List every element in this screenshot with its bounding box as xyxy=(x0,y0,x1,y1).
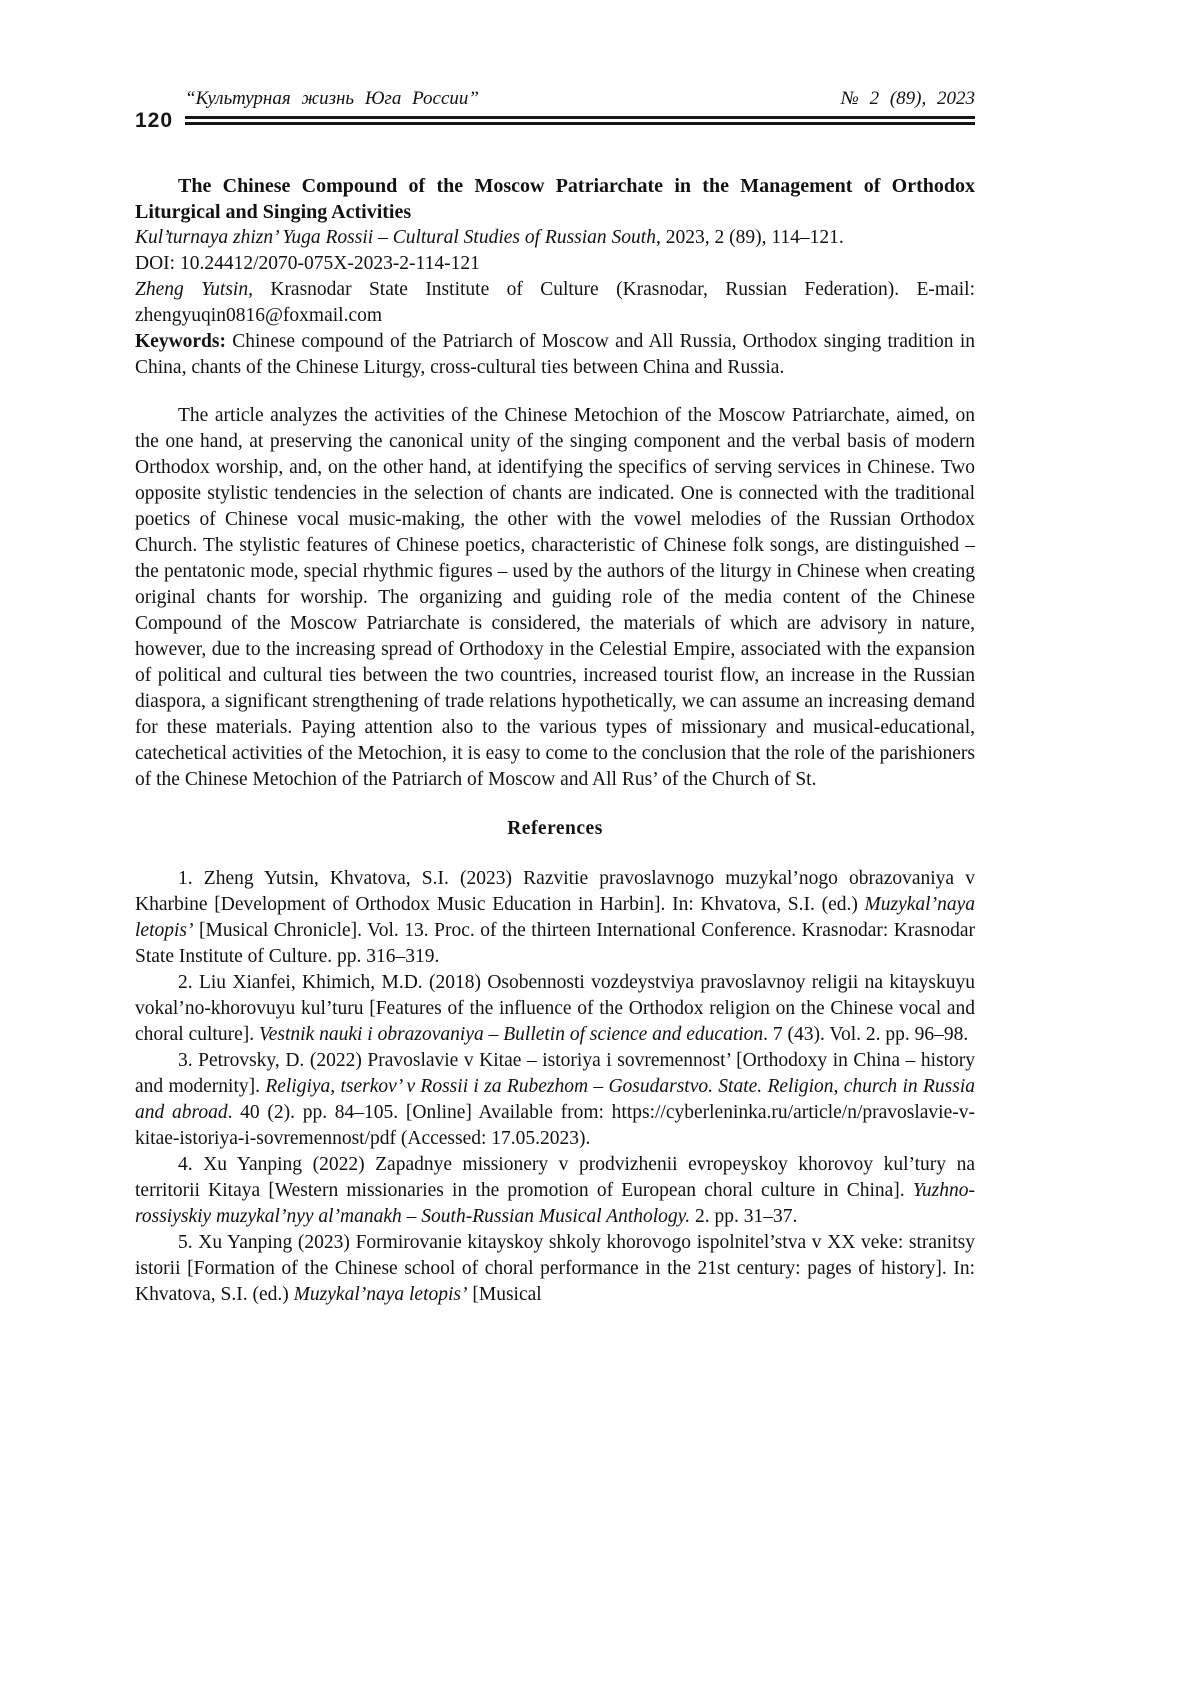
reference-item: 2. Liu Xianfei, Khimich, M.D. (2018) Osobennosti vozdeystviya pravoslavnoy religii na kitayskuyu vokal’no-khorovuyu kul’turu [Features of the influence of the Orthodox religion on the Chinese vocal and choral culture]. Vestnik nauki i obrazovaniya – Bulletin of science and education. 7 (43). Vol. 2. pp. 96–98. xyxy=(135,972,975,1045)
page-number: 120 xyxy=(135,109,174,132)
keywords-line: Keywords: Chinese compound of the Patriarch of Moscow and All Russia, Orthodox singing tradition in China, chants of the Chinese Liturgy, cross-cultural ties between China and Russia. xyxy=(135,331,975,378)
reference-item: 5. Xu Yanping (2023) Formirovanie kitayskoy shkoly khorovogo ispolnitel’stva v XX veke: stranitsy istorii [Formation of the Chinese school of choral performance in the 21st century: pages of history]. In: Khvatova, S.I. (ed.) Muzykal’naya letopis’ [Musical xyxy=(135,1232,975,1305)
running-head xyxy=(185,88,975,110)
reference-item: 1. Zheng Yutsin, Khvatova, S.I. (2023) Razvitie pravoslavnogo muzykal’nogo obrazovaniya v Kharbine [Development of Orthodox Music Education in Harbin]. In: Khvatova, S.I. (ed.) Muzykal’naya letopis’ [Musical Chronicle]. Vol. 13. Proc. of the thirteen International Conference. Krasnodar: Krasnodar State Institute of Culture. pp. 316–319. xyxy=(135,868,975,967)
doi-line: DOI: 10.24412/2070-075X-2023-2-114-121 xyxy=(135,253,480,274)
journal-title: “Культурная жизнь Юга России” xyxy=(185,88,479,109)
author-line: Zheng Yutsin, Krasnodar State Institute of Culture (Krasnodar, Russian Federation). E-mail: zhengyuqin0816@foxmail.com xyxy=(135,279,975,326)
citation-line: Kul’turnaya zhizn’ Yuga Rossii – Cultural Studies of Russian South, 2023, 2 (89), 114–121. xyxy=(135,227,844,248)
references-heading: References xyxy=(507,818,603,839)
abstract-paragraph: The article analyzes the activities of the Chinese Metochion of the Moscow Patriarchate, aimed, on the one hand, at preserving the canonical unity of the singing component and the verbal basis of modern Orthodox worship, and, on the other hand, at identifying the specifics of serving services in Chinese. Two opposite stylistic tendencies in the selection of chants are indicated. One is connected with the traditional poetics of Chinese vocal music-making, the other with the vowel melodies of the Russian Orthodox Church. The stylistic features of Chinese poetics, characteristic of Chinese folk songs, are distinguished – the pentatonic mode, special rhythmic figures – used by the authors of the liturgy in Chinese when creating original chants for worship. The organizing and guiding role of the media content of the Chinese Compound of the Moscow Patriarchate is considered, the materials of which are advisory in nature, however, due to the increasing spread of Orthodoxy in the Celestial Empire, associated with the expansion of political and cultural ties between the two countries, increased tourist flow, an increase in the Russian diaspora, a significant strengthening of trade relations hypothetically, we can assume an increasing demand for these materials. Paying attention also to the various types of missionary and musical-educational, catechetical activities of the Metochion, it is easy to come to the conclusion that the role of the parishioners of the Chinese Metochion of the Patriarch of Moscow and All Rus’ of the Church of St. xyxy=(135,405,975,790)
issue-number: № 2 (89), 2023 xyxy=(840,88,975,109)
reference-item: 4. Xu Yanping (2022) Zapadnye missionery v prodvizhenii evropeyskoy khorovoy kul’tury na territorii Kitaya [Western missionaries in the promotion of European choral culture in China]. Yuzhno-rossiyskiy muzykal’nyy al’manakh – South-Russian Musical Anthology. 2. pp. 31–37. xyxy=(135,1154,975,1227)
header-rule xyxy=(185,116,975,125)
article-content xyxy=(135,173,975,1308)
reference-item: 3. Petrovsky, D. (2022) Pravoslavie v Kitae – istoriya i sovremennost’ [Orthodoxy in China – history and modernity]. Religiya, tserkov’ v Rossii i za Rubezhom – Gosudarstvo. State. Religion, church in Russia and abroad. 40 (2). pp. 84–105. [Online] Available from: https://cyberleninka.ru/article/n/pravoslavie-v-kitae-istoriya-i-sovremennost/pdf (Accessed: 17.05.2023). xyxy=(135,1050,975,1149)
page-header xyxy=(135,88,975,132)
article-title: The Chinese Compound of the Moscow Patriarchate in the Management of Orthodox Liturgical and Singing Activities xyxy=(135,175,975,223)
